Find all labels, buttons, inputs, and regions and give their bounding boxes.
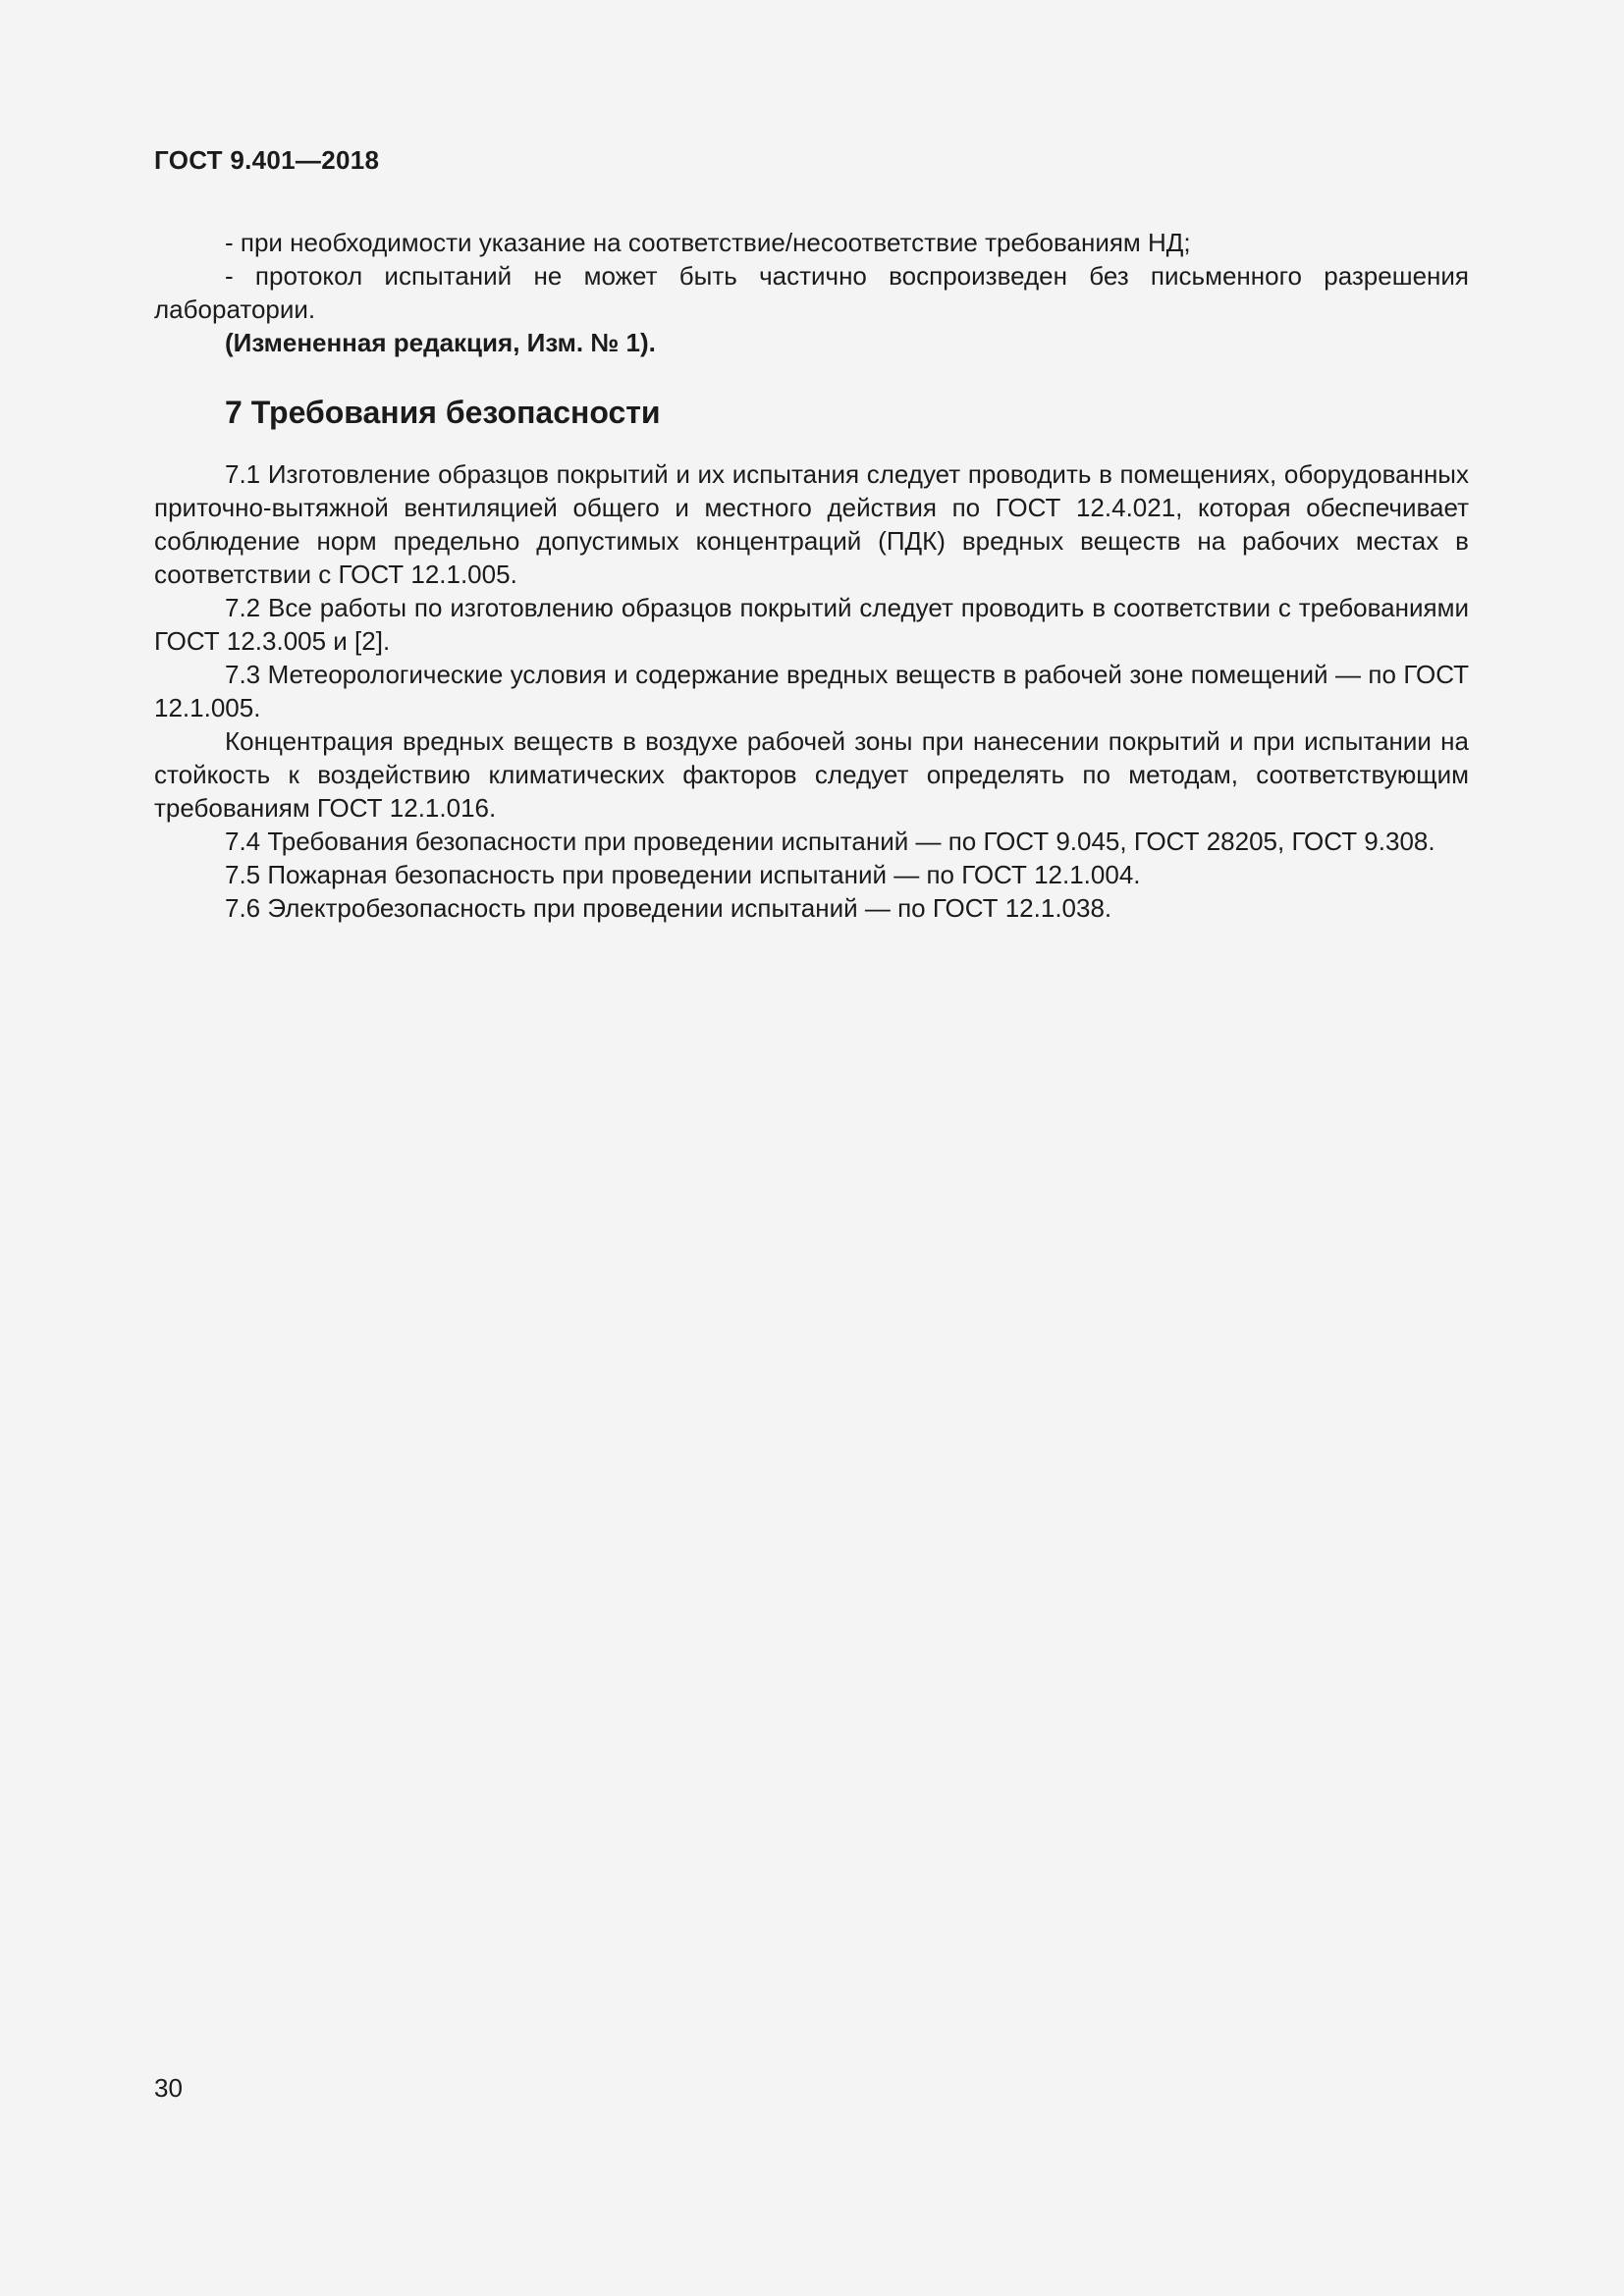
page-number: 30 <box>154 2073 183 2103</box>
document-header-code: ГОСТ 9.401—2018 <box>154 145 380 175</box>
intro-item-1: - при необходимости указание на соответствие/несоответствие требованиям НД; <box>225 228 1191 257</box>
intro-item-2: - протокол испытаний не может быть частично воспроизведен без письменного разрешения лаборатории. <box>154 261 1469 324</box>
paragraph-7-3-concentration: Концентрация вредных веществ в воздухе рабочей зоны при нанесении покрытий и при испытании на стойкость к воздействию климатических факторов следует определять по методам, соответствующим требованиям ГОСТ 12.1.016. <box>154 726 1469 823</box>
amendment-note: (Измененная редакция, Изм. № 1). <box>225 328 656 357</box>
paragraph-7-1: 7.1 Изготовление образцов покрытий и их испытания следует проводить в помещениях, оборудованных приточно-вытяжной вентиляцией общего и местного действия по ГОСТ 12.4.021, которая обеспечивает соблюдение норм предельно допустимых концентраций (ПДК) вредных веществ на рабочих местах в соответствии с ГОСТ 12.1.005. <box>154 459 1469 589</box>
paragraph-7-5: 7.5 Пожарная безопасность при проведении испытаний — по ГОСТ 12.1.004. <box>225 860 1141 889</box>
section-body <box>154 457 1469 925</box>
paragraph-7-3: 7.3 Метеорологические условия и содержание вредных веществ в рабочей зоне помещений — по ГОСТ 12.1.005. <box>154 660 1469 722</box>
paragraph-7-4: 7.4 Требования безопасности при проведении испытаний — по ГОСТ 9.045, ГОСТ 28205, ГОСТ 9.308. <box>225 827 1435 856</box>
paragraph-7-2: 7.2 Все работы по изготовлению образцов покрытий следует проводить в соответствии с требованиями ГОСТ 12.3.005 и [2]. <box>154 593 1469 656</box>
section-title: 7 Требования безопасности <box>225 395 661 430</box>
intro-block <box>154 226 1469 359</box>
paragraph-7-6: 7.6 Электробезопасность при проведении испытаний — по ГОСТ 12.1.038. <box>225 893 1112 923</box>
